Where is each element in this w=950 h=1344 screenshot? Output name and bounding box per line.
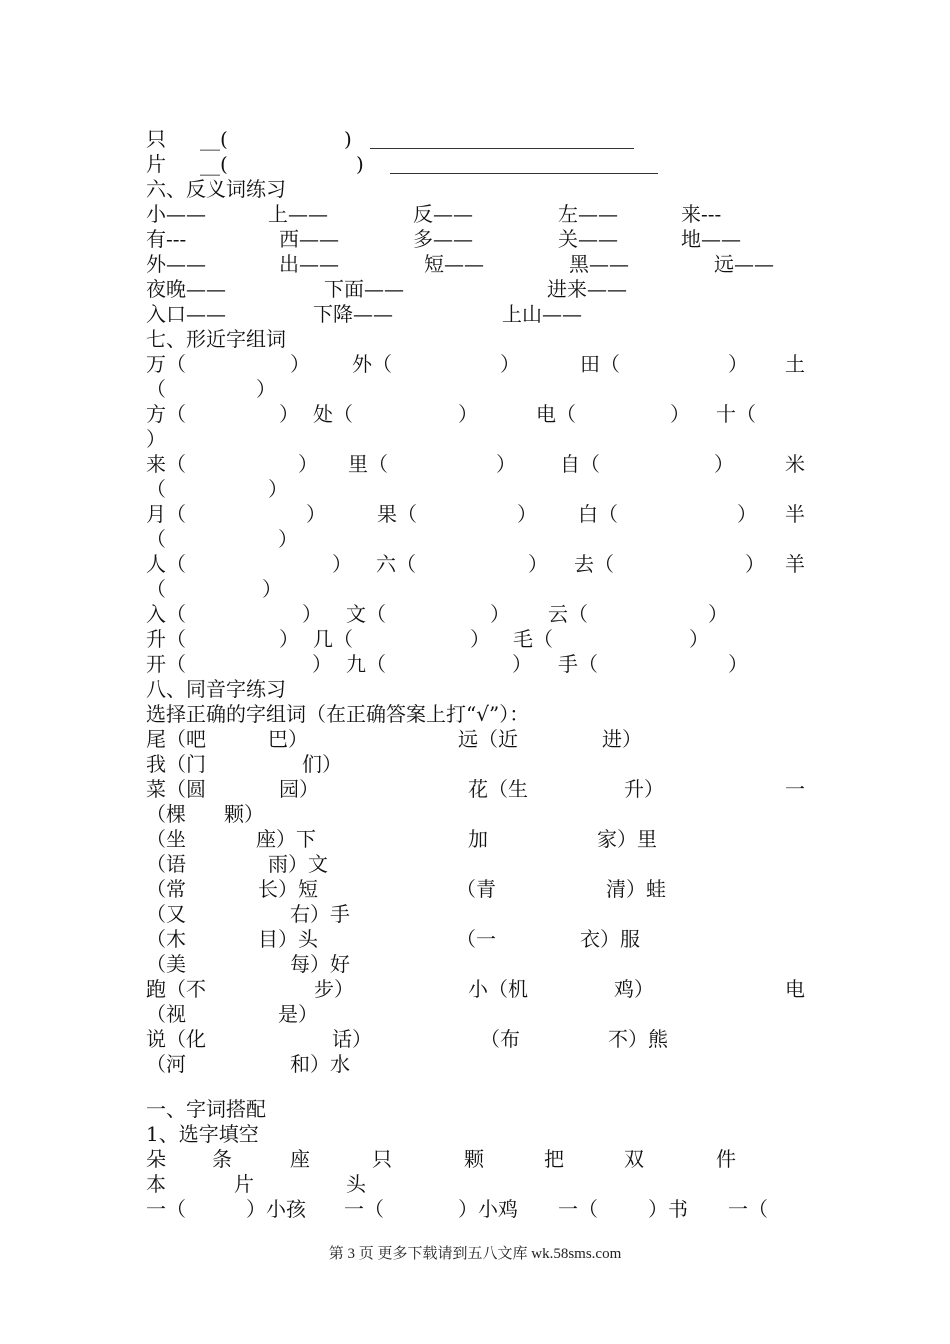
similar-row-1 (0, 352, 950, 377)
homophone-row-2 (0, 752, 950, 777)
text-segment: 一（ (344, 1197, 384, 1221)
text-segment: 反—— (413, 202, 473, 226)
antonym-row-3 (0, 252, 950, 277)
text-segment: 外—— (146, 252, 206, 276)
homophone-row-6 (0, 877, 950, 902)
text-segment: ） (745, 552, 765, 576)
text-segment: ） (728, 352, 748, 376)
answer-underline (370, 148, 634, 149)
text-segment: 来--- (681, 202, 722, 226)
text-segment: ） (528, 552, 548, 576)
text-segment: 片 (234, 1172, 254, 1196)
text-segment: 长）短 (258, 877, 318, 901)
text-segment: 不）熊 (608, 1027, 668, 1051)
text-segment: __( (200, 152, 228, 176)
text-segment: （美 (146, 952, 186, 976)
text-segment: 有--- (146, 227, 187, 251)
text-segment: ） (708, 602, 728, 626)
text-segment: 一（ (558, 1197, 598, 1221)
text-segment: 出—— (279, 252, 339, 276)
text-segment: 是） (278, 1002, 318, 1026)
text-segment: 菜（圆 (146, 777, 206, 801)
similar-row-7 (0, 627, 950, 652)
text-segment: ） (517, 502, 537, 526)
homophone-row-7 (0, 902, 950, 927)
text-segment: 只 (146, 127, 166, 151)
text-segment: ） (262, 577, 282, 601)
text-segment: ）小孩 (246, 1197, 306, 1221)
text-segment: 毛（ (513, 627, 553, 651)
text-segment: （木 (146, 927, 186, 951)
text-segment: 六（ (376, 552, 416, 576)
homophone-row-3 (0, 777, 950, 802)
text-segment: 远（近 (458, 727, 518, 751)
text-segment: 九（ (346, 652, 386, 676)
similar-row-4 (0, 502, 950, 527)
text-segment: 地—— (681, 227, 741, 251)
text-segment: （ (146, 377, 166, 401)
text-segment: 片 (146, 152, 166, 176)
text-segment: （河 (146, 1052, 186, 1076)
text-segment: 关—— (558, 227, 618, 251)
text-segment: （ (146, 477, 166, 501)
text-segment: 外（ (352, 352, 392, 376)
text-segment: 万（ (146, 352, 186, 376)
text-segment: 入（ (146, 602, 186, 626)
text-segment: ） (290, 352, 310, 376)
text-segment: 羊 (785, 552, 805, 576)
text-segment: 们） (302, 752, 342, 776)
text-segment: 下降—— (313, 302, 393, 326)
homophone-row-4 (0, 827, 950, 852)
text-segment: 白（ (578, 502, 618, 526)
text-segment: ） (278, 527, 298, 551)
text-segment: 把 (544, 1147, 564, 1171)
text-segment: 跑（不 (146, 977, 206, 1001)
text-segment: 土 (785, 352, 805, 376)
text-segment: ） (512, 652, 532, 676)
text-segment: __( (200, 127, 228, 151)
text-segment: 双 (624, 1147, 644, 1171)
text-segment: （一 (456, 927, 496, 951)
text-segment: （ (146, 527, 166, 551)
text-segment: 朵 (146, 1147, 166, 1171)
text-segment: 处（ (313, 402, 353, 426)
text-segment: ） (458, 402, 478, 426)
text-segment: 左—— (558, 202, 618, 226)
text-segment: 电（ (536, 402, 576, 426)
text-segment: 颗） (224, 802, 264, 826)
text-segment: （布 (480, 1027, 520, 1051)
text-segment: 每）好 (290, 952, 350, 976)
text-segment: ） (298, 452, 318, 476)
similar-row-1-cont (0, 377, 950, 402)
text-segment: 选择正确的字组词（在正确答案上打“√”）： (146, 702, 530, 726)
text-segment: 一（ (146, 1197, 186, 1221)
answer-underline (390, 173, 658, 174)
text-segment: ） (496, 452, 516, 476)
text-segment: 几（ (313, 627, 353, 651)
text-segment: ） (332, 552, 352, 576)
text-segment: ）书 (648, 1197, 688, 1221)
text-segment: 多—— (413, 227, 473, 251)
text-segment: 本 (146, 1172, 166, 1196)
text-segment: 颗 (464, 1147, 484, 1171)
homophone-row-10-cont (0, 1002, 950, 1027)
text-segment: 园） (279, 777, 319, 801)
text-segment: ） (279, 627, 299, 651)
text-segment: 十（ (716, 402, 756, 426)
text-segment: 人（ (146, 552, 186, 576)
text-segment: ） (306, 502, 326, 526)
text-segment: 上—— (268, 202, 328, 226)
text-segment: 文（ (346, 602, 386, 626)
antonym-row-5 (0, 302, 950, 327)
measure-word-bank-2 (0, 1172, 950, 1197)
text-segment: ） (268, 477, 288, 501)
text-segment: 雨）文 (268, 852, 328, 876)
homophone-row-5 (0, 852, 950, 877)
text-segment: 升（ (146, 627, 186, 651)
text-segment: 步） (314, 977, 354, 1001)
text-segment: ) (356, 152, 364, 176)
text-segment: （常 (146, 877, 186, 901)
fill-measure-row-1 (0, 1197, 950, 1222)
text-segment: 方（ (146, 402, 186, 426)
text-segment: 座 (290, 1147, 310, 1171)
text-segment: 去（ (574, 552, 614, 576)
similar-row-4-cont (0, 527, 950, 552)
text-segment: 小—— (146, 202, 206, 226)
text-segment: 开（ (146, 652, 186, 676)
text-segment: 进来—— (547, 277, 627, 301)
antonym-row-1 (0, 202, 950, 227)
subsection-choose-character (0, 1122, 950, 1147)
text-segment: 右）手 (290, 902, 350, 926)
text-segment: 八、同音字练习 (146, 677, 286, 701)
text-segment: ） (470, 627, 490, 651)
text-segment: （又 (146, 902, 186, 926)
text-segment: （ (146, 577, 166, 601)
text-segment: 花（生 (468, 777, 528, 801)
text-segment: 里（ (348, 452, 388, 476)
similar-row-5 (0, 552, 950, 577)
similar-row-3-cont (0, 477, 950, 502)
text-segment: ） (737, 502, 757, 526)
text-segment: 入口—— (146, 302, 226, 326)
homophone-row-10 (0, 977, 950, 1002)
text-segment: 短—— (424, 252, 484, 276)
text-segment: 和）水 (290, 1052, 350, 1076)
text-segment: 家）里 (597, 827, 657, 851)
section-antonyms-heading (0, 177, 950, 202)
antonym-row-4 (0, 277, 950, 302)
homophone-row-3-cont (0, 802, 950, 827)
antonym-row-2 (0, 227, 950, 252)
row-pian-measure (0, 152, 950, 177)
section-similar-chars-heading (0, 327, 950, 352)
similar-row-5-cont (0, 577, 950, 602)
text-segment: （棵 (146, 802, 186, 826)
text-segment: 自（ (560, 452, 600, 476)
text-segment: 说（化 (146, 1027, 206, 1051)
similar-row-6 (0, 602, 950, 627)
homophone-row-9 (0, 952, 950, 977)
text-segment: 西—— (279, 227, 339, 251)
text-segment: 七、形近字组词 (146, 327, 286, 351)
text-segment: 我（门 (146, 752, 206, 776)
text-segment: 衣）服 (580, 927, 640, 951)
page-footer: 第 3 页 更多下载请到五八文库 wk.58sms.com (328, 1246, 622, 1262)
text-segment: （视 (146, 1002, 186, 1026)
similar-row-2-cont (0, 427, 950, 452)
text-segment: ） (302, 602, 322, 626)
similar-row-8 (0, 652, 950, 677)
text-segment: 一（ (728, 1197, 768, 1221)
text-segment: ） (500, 352, 520, 376)
text-segment: ） (490, 602, 510, 626)
text-segment: ） (689, 627, 709, 651)
text-segment: 进） (602, 727, 642, 751)
text-segment: 手（ (558, 652, 598, 676)
text-segment: ） (146, 427, 166, 451)
homophones-instruction (0, 702, 950, 727)
text-segment: 件 (716, 1147, 736, 1171)
section-homophones-heading (0, 677, 950, 702)
text-segment: 米 (785, 452, 805, 476)
text-segment: 云（ (548, 602, 588, 626)
text-segment: （坐 (146, 827, 186, 851)
text-segment: ) (344, 127, 352, 151)
text-segment: 夜晚—— (146, 277, 226, 301)
text-segment: 一 (785, 777, 805, 801)
text-segment: （青 (456, 877, 496, 901)
text-segment: 远—— (714, 252, 774, 276)
text-segment: ） (256, 377, 276, 401)
text-segment: 鸡） (614, 977, 654, 1001)
text-segment: （语 (146, 852, 186, 876)
text-segment: 只 (372, 1147, 392, 1171)
homophone-row-8 (0, 927, 950, 952)
text-segment: 下面—— (324, 277, 404, 301)
text-segment: ） (670, 402, 690, 426)
text-segment: 来（ (146, 452, 186, 476)
text-segment: 一、字词搭配 (146, 1097, 266, 1121)
text-segment: ） (728, 652, 748, 676)
text-segment: 电 (785, 977, 805, 1001)
text-segment: 话） (332, 1027, 372, 1051)
text-segment: 1、选字填空 (146, 1122, 259, 1146)
text-segment: 加 (468, 827, 488, 851)
text-segment: 田（ (580, 352, 620, 376)
text-segment: ） (312, 652, 332, 676)
text-segment: ） (714, 452, 734, 476)
text-segment: 巴） (268, 727, 308, 751)
measure-word-bank-1 (0, 1147, 950, 1172)
text-segment: 条 (212, 1147, 232, 1171)
text-segment: 果（ (377, 502, 417, 526)
homophone-row-12 (0, 1052, 950, 1077)
similar-row-2 (0, 402, 950, 427)
text-segment: 六、反义词练习 (146, 177, 286, 201)
text-segment: 目）头 (258, 927, 318, 951)
text-segment: 尾（吧 (146, 727, 206, 751)
row-zhi-measure (0, 127, 950, 152)
text-segment: 升） (624, 777, 664, 801)
text-segment: ） (279, 402, 299, 426)
text-segment: 头 (346, 1172, 366, 1196)
text-segment: ）小鸡 (458, 1197, 518, 1221)
text-segment: 座）下 (256, 827, 316, 851)
text-segment: 月（ (146, 502, 186, 526)
text-segment: 半 (785, 502, 805, 526)
text-segment: 上山—— (502, 302, 582, 326)
section-word-matching-heading (0, 1097, 950, 1122)
text-segment: 黑—— (569, 252, 629, 276)
homophone-row-1 (0, 727, 950, 752)
text-segment: 清）蛙 (606, 877, 666, 901)
similar-row-3 (0, 452, 950, 477)
homophone-row-11 (0, 1027, 950, 1052)
text-segment: 小（机 (468, 977, 528, 1001)
